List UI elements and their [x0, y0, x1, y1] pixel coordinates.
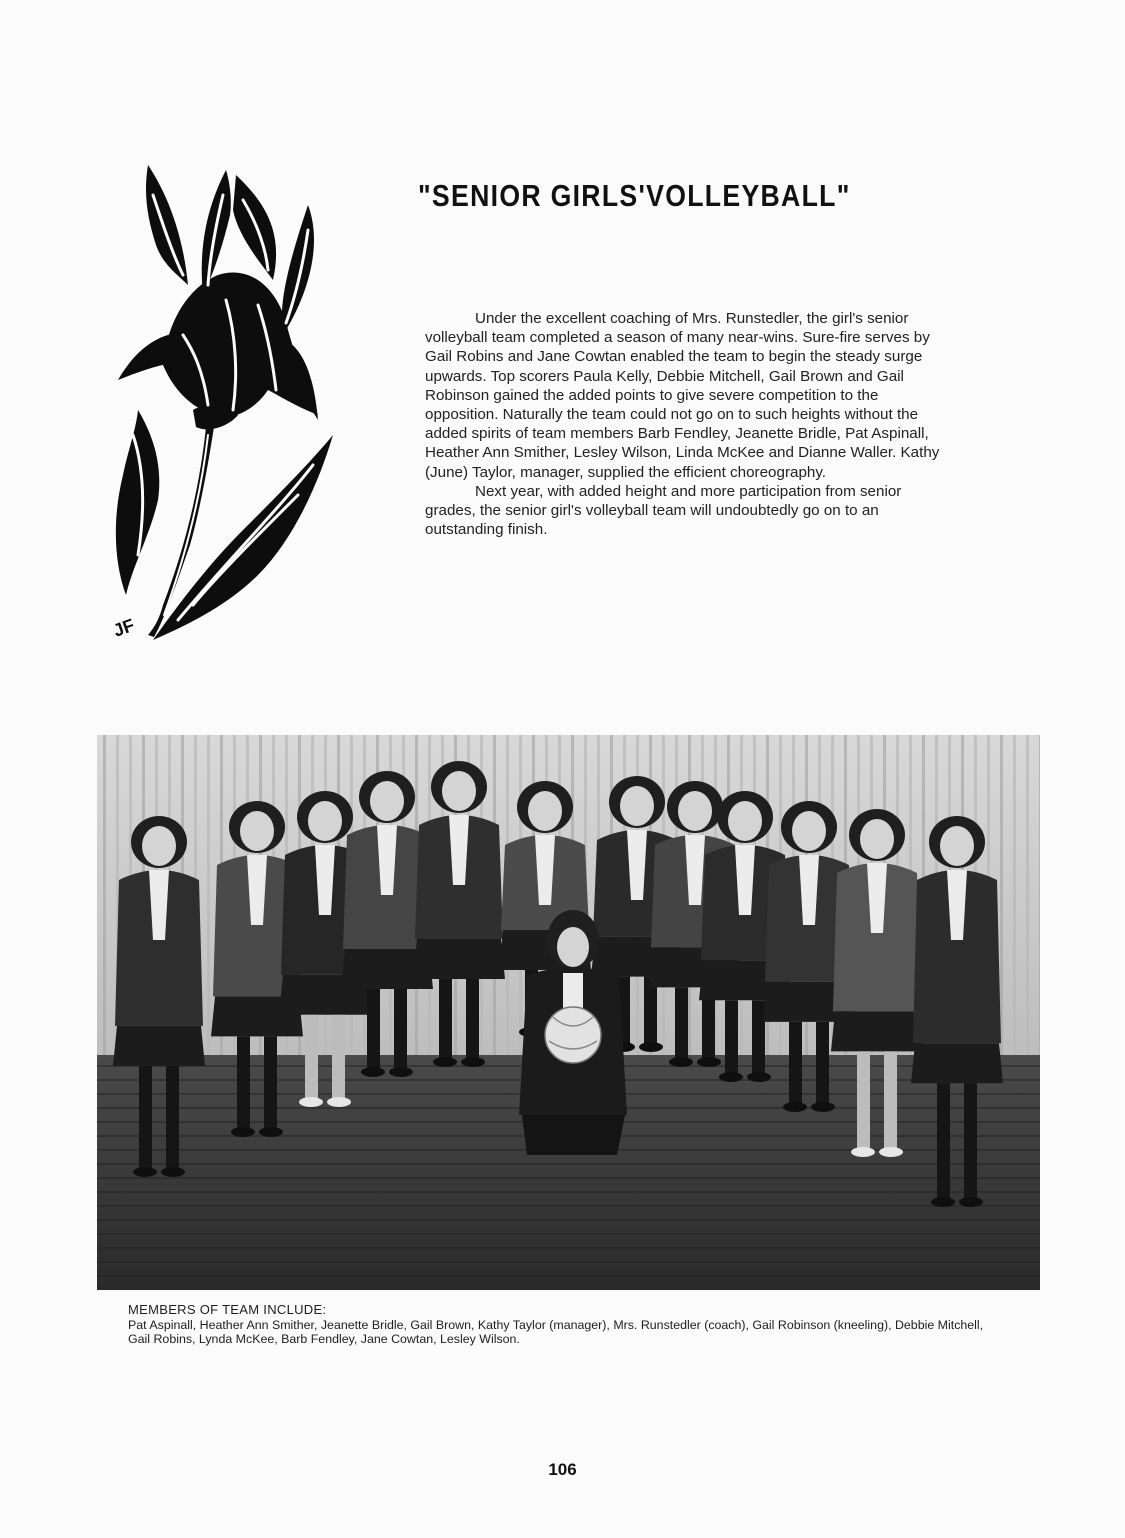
leg — [139, 1066, 152, 1170]
floor-board-line — [97, 1205, 1040, 1207]
shoe — [669, 1057, 693, 1067]
leg — [816, 1022, 829, 1105]
face — [620, 786, 654, 826]
skirt — [113, 1026, 205, 1066]
leg — [237, 1036, 250, 1130]
leg — [332, 1015, 345, 1100]
shoe — [747, 1072, 771, 1082]
leg — [789, 1022, 802, 1105]
article-body — [425, 309, 950, 539]
shoe — [639, 1042, 663, 1052]
floor-board-line — [97, 1275, 1040, 1277]
face — [728, 801, 762, 841]
face — [442, 771, 476, 811]
photo-caption — [128, 1303, 1008, 1347]
leaf-vein — [193, 495, 298, 605]
petal-left-back — [146, 165, 188, 285]
curtain-fold — [1026, 735, 1029, 1060]
shoe — [461, 1057, 485, 1067]
leg — [264, 1036, 277, 1130]
shoe — [879, 1147, 903, 1157]
face — [860, 819, 894, 859]
leg — [884, 1051, 897, 1150]
shoe — [719, 1072, 743, 1082]
leg — [937, 1083, 950, 1200]
shoe — [433, 1057, 457, 1067]
face — [940, 826, 974, 866]
shoe — [133, 1167, 157, 1177]
curtain-fold — [103, 735, 106, 1060]
caption-names: Pat Aspinall, Heather Ann Smither, Jeanette Bridle, Gail Brown, Kathy Taylor (manager), Mrs. Runstedler (coach), Gail Robinson (kneeling), Debbie Mitchell, Gail Robins, Lynda McKee, Barb Fendley, Jane Cowtan, Lesley Wilson. — [128, 1317, 984, 1346]
floor-board-line — [97, 1177, 1040, 1179]
leg — [367, 989, 380, 1070]
floor-board-line — [97, 1163, 1040, 1165]
leg — [166, 1066, 179, 1170]
face — [240, 811, 274, 851]
floor-board-line — [97, 1261, 1040, 1263]
skirt — [413, 939, 505, 979]
volleyball-icon — [545, 1007, 601, 1063]
legs — [522, 1115, 625, 1155]
floor-board-line — [97, 1233, 1040, 1235]
team-photo-icon — [97, 735, 1040, 1290]
artist-signature: JF — [110, 614, 138, 641]
curtain-fold — [1013, 735, 1016, 1060]
floor-board-line — [97, 1247, 1040, 1249]
shoe — [811, 1102, 835, 1112]
floor-board-line — [97, 1191, 1040, 1193]
tulip-illustration-icon — [108, 165, 333, 645]
face — [792, 811, 826, 851]
leg — [725, 1000, 738, 1075]
leg — [752, 1000, 765, 1075]
face — [678, 791, 712, 831]
petal-right-top — [233, 175, 276, 280]
leg — [675, 987, 688, 1060]
leaf-left — [116, 410, 159, 595]
petal-right-far — [282, 205, 314, 335]
curtain-fold — [207, 735, 210, 1060]
skirt — [831, 1011, 923, 1051]
face — [557, 927, 589, 967]
face — [142, 826, 176, 866]
shoe — [327, 1097, 351, 1107]
shoe — [783, 1102, 807, 1112]
floor-board-line — [97, 1289, 1040, 1290]
shoe — [259, 1127, 283, 1137]
face — [370, 781, 404, 821]
skirt — [911, 1043, 1003, 1083]
shoe — [231, 1127, 255, 1137]
article-paragraph: Under the excellent coaching of Mrs. Runstedler, the girl's senior volleyball team completed a season of many near-wins. Sure-fire serves by Gail Robins and Jane Cowtan enabled the team to begin the steady surge upwards. Top scorers Paula Kelly, Debbie Mitchell, Gail Brown and Gail Robinson gained the added points to give severe competition to the opposition. Naturally the team could not go on to such heights without the added spirits of team members Barb Fendley, Jeanette Bridle, Pat Aspinall, Heather Ann Smither, Lesley Wilson, Linda McKee and Dianne Waller. Kathy (June) Taylor, manager, supplied the efficient choreography. — [425, 310, 940, 481]
leg — [466, 979, 479, 1060]
curtain-fold — [1000, 735, 1003, 1060]
shoe — [389, 1067, 413, 1077]
page-title: "SENIOR GIRLS'VOLLEYBALL" — [418, 178, 851, 213]
shoe — [361, 1067, 385, 1077]
face — [308, 801, 342, 841]
leg — [857, 1051, 870, 1150]
shoe — [959, 1197, 983, 1207]
leg — [439, 979, 452, 1060]
shoe — [697, 1057, 721, 1067]
shoe — [161, 1167, 185, 1177]
tulip-drawing — [108, 165, 333, 645]
page-number: 106 — [548, 1460, 577, 1479]
shoe — [299, 1097, 323, 1107]
curtain-fold — [1039, 735, 1040, 1060]
floor-board-line — [97, 1219, 1040, 1221]
leg — [394, 989, 407, 1070]
face — [528, 791, 562, 831]
leg — [305, 1015, 318, 1100]
leg — [964, 1083, 977, 1200]
caption-heading: MEMBERS OF TEAM INCLUDE: — [128, 1302, 327, 1317]
article-paragraph: Next year, with added height and more participation from senior grades, the senior girl's volleyball team will undoubtedly go on to an outstanding finish. — [425, 482, 902, 539]
shoe — [931, 1197, 955, 1207]
leaf-right — [153, 435, 333, 640]
shoe — [851, 1147, 875, 1157]
team-photo — [97, 735, 1040, 1290]
